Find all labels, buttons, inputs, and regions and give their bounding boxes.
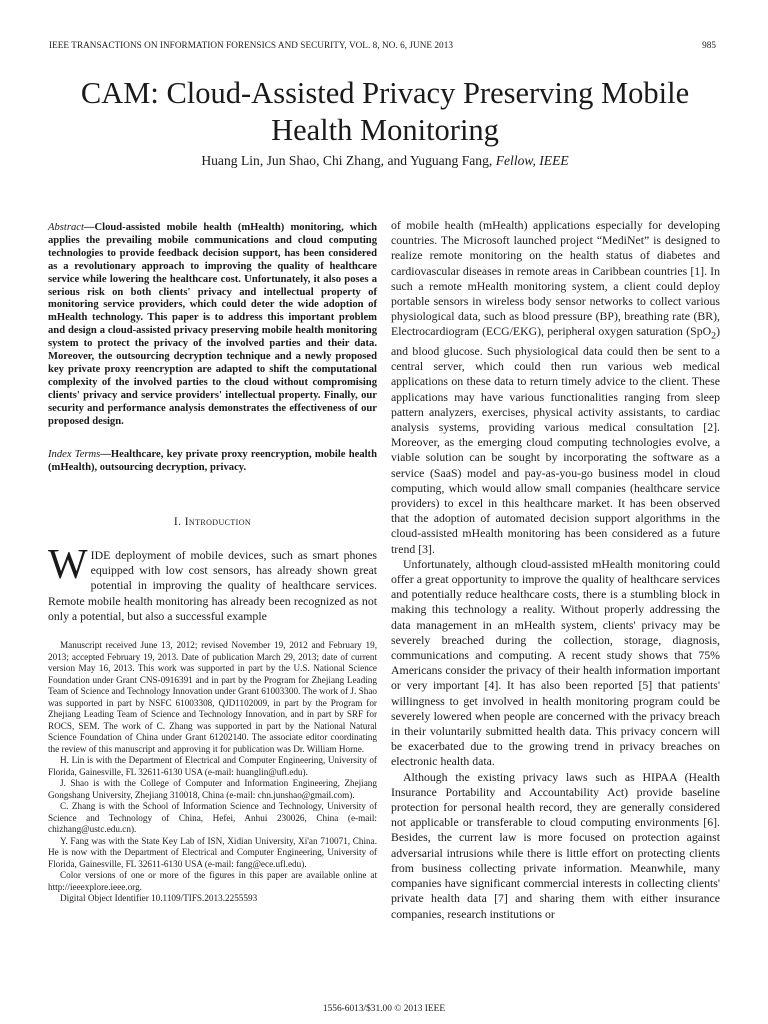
intro-text: deployment of mobile devices, such as smart phones equipped with low cost sensors, has already shown great potential in improving the quality of healthcare services. Remote mobile health monitoring has already been recognized as not only a potential, but also a successful example [48,548,377,623]
index-terms: Index Terms—Healthcare, key private proxy reencryption, mobile health (mHealth), outsourcing decryption, privacy. [48,449,377,473]
author-affiliation: Fellow, IEEE [495,153,569,168]
section-heading [48,516,377,528]
journal-header: IEEE TRANSACTIONS ON INFORMATION FORENSICS AND SECURITY, VOL. 8, NO. 6, JUNE 2013 [49,40,453,50]
author-names: Huang Lin, Jun Shao, Chi Zhang, and Yuguang Fang, [201,153,493,168]
footnote-color: Color versions of one or more of the figures in this paper are available online at http://ieeexplore.ieee.org. [48,870,377,892]
footnote-zhang: C. Zhang is with the School of Information Science and Technology, University of Science and Technology of China, Hefei, Anhui 230026, China (e-mail: chizhang@ustc.edu.cn). [48,801,377,834]
footnote-lin: H. Lin is with the Department of Electrical and Computer Engineering, University of Florida, Gainesville, FL 32611-6130 USA (e-mail: huanglin@ufl.edu). [48,755,377,777]
footnotes [48,640,377,905]
right-column [391,218,720,922]
section-number: I. [173,516,182,528]
drop-cap: W [48,542,88,588]
index-terms-body: Healthcare, key private proxy reencryption, mobile health (mHealth), outsourcing decryption, privacy. [48,449,377,473]
footnote-fang: Y. Fang was with the State Key Lab of ISN, Xidian University, Xi'an 710071, China. He is now with the Department of Electrical and Computer Engineering, University of Florida, Gainesville, FL 32611-6130 USA (e-mail: fang@ece.ufl.edu). [48,835,377,869]
abstract-body: Cloud-assisted mobile health (mHealth) monitoring, which applies the prevailing mobile communications and cloud computing technologies to provide feedback decision support, has been considered as a revolutionary approach to improving the quality of healthcare service while lowering the healthcare cost. Unfortunately, it also poses a serious risk on both clients' privacy and intellectual property of monitoring service providers, which could deter the wide adoption of mHealth technology. This paper is to address this important problem and design a cloud-assisted privacy preserving mobile health monitoring system to protect the privacy of the involved parties and their data. Moreover, the outsourcing decryption technique and a newly proposed key private proxy reencryption are adapted to shift the computational complexity of the involved parties to the cloud without compromising clients' privacy and service providers' intellectual property. Finally, our security and performance analysis demonstrates the effectiveness of our proposed design. [48,222,377,427]
intro-lead-caps: IDE [90,548,111,562]
section-title: Introduction [184,516,252,528]
paragraph-3: Although the existing privacy laws such as HIPAA (Health Insurance Portability and Accountability Act) provide baseline protection for personal health record, they are generally considered not applicable or transferable to cloud computing environments [6]. Besides, the current law is more focused on protection against adversarial intrusions while there is little effort on protecting clients from business collecting private information. Meanwhile, many companies have significant commercial interests in collecting clients' private health data [7] and sharing them with either insurance companies, research institutions or [391,769,720,921]
abstract-label: Abstract [48,222,84,233]
paragraph-2: Unfortunately, although cloud-assisted mHealth monitoring could offer a great opportunity to improve the quality of healthcare services and potentially reduce healthcare costs, there is a stumbling block in making this technology a reality. Without properly addressing the data management in an mHealth system, clients' privacy may be severely breached during the collection, storage, diagnosis, communications and computing. A recent study shows that 75% Americans consider the privacy of their health information important or very important [4]. It has also been reported [5] that patients' willingness to get involved in health monitoring program could be severely lowered when people are concerned with the privacy breach in their voluntarily submitted health data. This privacy concern will be exacerbated due to the growing trend in privacy breaches on electronic health data. [391,556,720,769]
title-line-2: Health Monitoring [271,113,499,147]
intro-paragraph [48,542,377,624]
title-line-1: CAM: Cloud-Assisted Privacy Preserving Mobile [80,76,690,110]
paragraph-1-part-a: of mobile health (mHealth) applications especially for developing countries. The Microsoft launched project “MediNet” is designed to realize remote monitoring on the health status of diabetes and cardiovascular diseases in remote areas in Caribbean countries [1]. In such a remote mHealth monitoring system, a client could deploy portable sensors in wireless body sensor networks to collect various physiological data, such as blood pressure (BP), breathing rate (BR), Electrocardiogram (ECG/EKG), peripheral oxygen saturation (SpO [391,218,720,339]
abstract: Abstract—Cloud-assisted mobile health (mHealth) monitoring, which applies the prevailing mobile communications and cloud computing technologies to provide feedback decision support, has been considered as a revolutionary approach to improving the quality of healthcare service while lowering the healthcare cost. Unfortunately, it also poses a serious risk on both clients' privacy and intellectual property of monitoring service providers, which could deter the wide adoption of mHealth technology. This paper is to address this important problem and design a cloud-assisted privacy preserving mobile health monitoring system to protect the privacy of the involved parties and their data. Moreover, the outsourcing decryption technique and a newly proposed key private proxy reencryption are adapted to shift the computational complexity of the involved parties to the cloud without compromising clients' privacy and service providers' intellectual property. Finally, our security and performance analysis demonstrates the effectiveness of our proposed design. [48,222,377,427]
footnote-manuscript: Manuscript received June 13, 2012; revised November 19, 2012 and February 19, 2013; accepted February 19, 2013. Date of publication March 29, 2013; date of current version May 16, 2013. This work was supported in part by the U.S. National Science Foundation under Grant CNS-0916391 and in part by the Program for Zhejiang Leading Team of Science and Technology Innovation under Grant 61003300. The work of J. Shao was supported in part by NSFC 61003308, QJD1102009, in part by the Program for Zhejiang Leading Team of Science and Technology Innovation, and in part by SRF for ROCS, SEM. The work of C. Zhang was supported in part by the National Natural Science Foundation of China under Grant 61202140. The associate editor coordinating the review of this manuscript and approving it for publication was Dr. William Horne. [48,640,377,754]
page-number: 985 [702,40,716,50]
footnote-shao: J. Shao is with the College of Computer and Information Engineering, Zhejiang Gongshang University, Zhejiang 310018, China (e-mail: chn.junshao@gmail.com). [48,778,377,800]
doi: Digital Object Identifier 10.1109/TIFS.2013.2255593 [60,893,258,903]
subscript: 2 [711,330,717,342]
paragraph-1 [391,218,720,557]
running-head [49,40,716,54]
index-terms-label: Index Terms [48,449,101,460]
author-line [40,153,730,169]
paragraph-1-part-b: ) and blood glucose. Such physiological data could then be sent to a central server, which could then run various web medical applications on these data to return timely advice to the client. These applications may have various functionalities ranging from sleep pattern analyzers, exercises, physical activity assistants, to cardiac analysis systems, providing various medical consultation [2]. Moreover, as the emerging cloud computing technologies evolve, a viable solution can be sought by incorporating the software as a service (SaaS) model and pay-as-you-go business model in cloud computing, which would allow small companies (healthcare service providers) to excel in this healthcare market. It has been observed that the adoption of automated decision support algorithms in the cloud-assisted mHealth monitoring has been considered as a future trend [3]. [391,324,720,556]
copyright-footer: 1556-6013/$31.00 © 2013 IEEE [322,1004,446,1014]
paper-title [40,75,730,149]
